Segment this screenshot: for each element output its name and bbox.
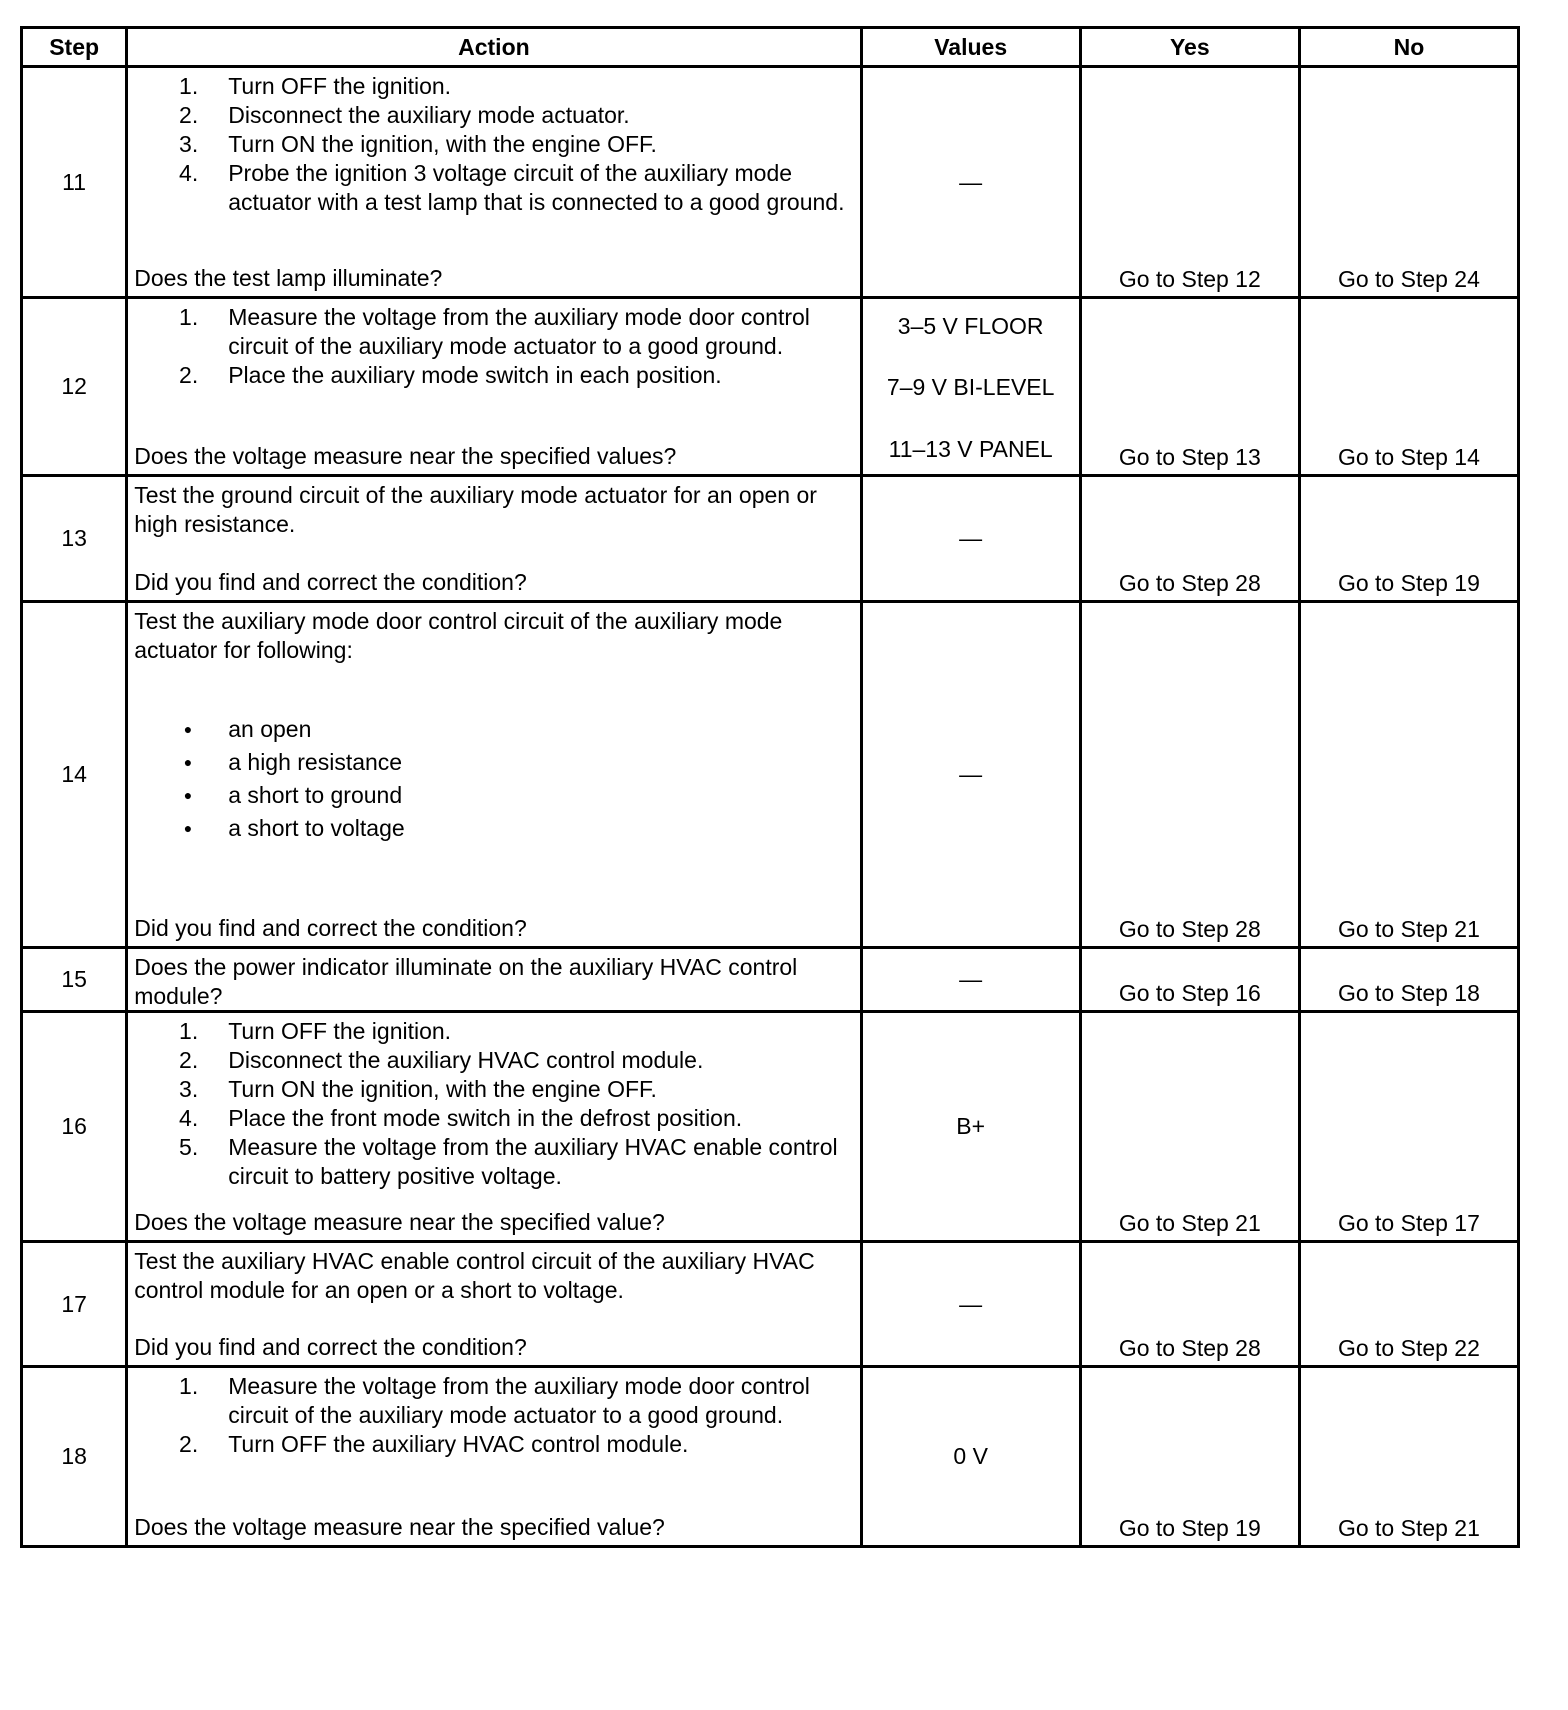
action-step-number: 1.	[179, 304, 199, 330]
action-step-text: Turn OFF the ignition.	[228, 1018, 452, 1044]
action-bullet-list	[134, 713, 853, 845]
action-cell	[127, 67, 861, 298]
action-body	[134, 953, 853, 1011]
action-step-number: 2.	[179, 1431, 199, 1457]
yes-cell: Go to Step 28	[1080, 602, 1299, 948]
action-body	[134, 481, 853, 539]
header-row	[22, 28, 1519, 67]
action-step	[134, 303, 853, 361]
action-text: Test the ground circuit of the auxiliary mode actuator for an open or high resistance.	[134, 482, 817, 537]
table-row	[22, 602, 1519, 948]
action-bullet	[134, 746, 853, 779]
action-steps-list	[134, 303, 853, 390]
action-step-text: Measure the voltage from the auxiliary mode door control circuit of the auxiliary mode actuator to a good ground.	[228, 304, 810, 359]
yes-cell: Go to Step 21	[1080, 1012, 1299, 1242]
action-step	[134, 1046, 853, 1075]
no-cell: Go to Step 21	[1299, 1367, 1518, 1547]
action-step	[134, 361, 853, 390]
action-bullet-text: a short to voltage	[228, 815, 405, 841]
action-step-text: Measure the voltage from the auxiliary HVAC enable control circuit to battery positive voltage.	[228, 1134, 838, 1189]
no-cell: Go to Step 22	[1299, 1242, 1518, 1367]
action-cell	[127, 1367, 861, 1547]
action-body	[134, 607, 853, 845]
action-text: Does the power indicator illuminate on the auxiliary HVAC control module?	[134, 954, 798, 1009]
table-body	[22, 67, 1519, 1547]
action-step-text: Place the auxiliary mode switch in each position.	[228, 362, 722, 388]
action-step-text: Measure the voltage from the auxiliary mode door control circuit of the auxiliary mode actuator to a good ground.	[228, 1373, 810, 1428]
action-step-number: 3.	[179, 131, 199, 157]
table-row	[22, 1242, 1519, 1367]
bullet-icon: ●	[183, 754, 193, 770]
action-question: Does the voltage measure near the specified value?	[134, 1209, 665, 1235]
action-cell	[127, 1242, 861, 1367]
action-step	[134, 1075, 853, 1104]
action-question: Did you find and correct the condition?	[134, 569, 527, 595]
action-step-text: Disconnect the auxiliary mode actuator.	[228, 102, 630, 128]
action-step	[134, 1372, 853, 1430]
action-question: Did you find and correct the condition?	[134, 915, 527, 941]
action-step	[134, 159, 853, 217]
action-step-number: 1.	[179, 1018, 199, 1044]
action-steps-list	[134, 72, 853, 217]
action-step-text: Turn ON the ignition, with the engine OFF.	[228, 131, 657, 157]
action-cell	[127, 948, 861, 1012]
action-step-number: 2.	[179, 102, 199, 128]
step-number: 18	[22, 1367, 127, 1547]
table-row	[22, 1012, 1519, 1242]
table-row	[22, 298, 1519, 476]
values-cell: B+	[861, 1012, 1080, 1242]
action-body	[134, 1017, 853, 1191]
values-cell: —	[861, 476, 1080, 602]
step-number: 11	[22, 67, 127, 298]
value-item: 7–9 V BI-LEVEL	[886, 374, 1055, 400]
bullet-icon: ●	[183, 787, 193, 803]
table-row	[22, 1367, 1519, 1547]
action-text: Test the auxiliary HVAC enable control circuit of the auxiliary HVAC control module for an open or a short to voltage.	[134, 1248, 815, 1303]
value-item: 3–5 V FLOOR	[897, 312, 1044, 339]
action-step-text: Turn OFF the ignition.	[228, 73, 452, 99]
step-number: 12	[22, 298, 127, 476]
no-cell: Go to Step 14	[1299, 298, 1518, 476]
action-bullet-text: a short to ground	[228, 782, 403, 808]
action-content	[134, 1247, 853, 1362]
action-step	[134, 130, 853, 159]
action-cell	[127, 476, 861, 602]
action-step	[134, 1430, 853, 1459]
action-cell	[127, 602, 861, 948]
values-cell: —	[861, 1242, 1080, 1367]
action-body	[134, 1372, 853, 1459]
action-step	[134, 101, 853, 130]
header-yes: Yes	[1080, 28, 1299, 67]
values-list	[863, 301, 1079, 473]
action-content	[134, 481, 853, 597]
no-cell: Go to Step 24	[1299, 67, 1518, 298]
values-cell: —	[861, 67, 1080, 298]
action-step	[134, 1104, 853, 1133]
action-step-number: 4.	[179, 1105, 199, 1131]
yes-cell: Go to Step 13	[1080, 298, 1299, 476]
yes-cell: Go to Step 16	[1080, 948, 1299, 1012]
header-no: No	[1299, 28, 1518, 67]
action-content	[134, 953, 853, 1007]
action-step-text: Place the front mode switch in the defrost position.	[228, 1105, 743, 1131]
action-content	[134, 1372, 853, 1542]
no-cell: Go to Step 19	[1299, 476, 1518, 602]
header-step: Step	[22, 28, 127, 67]
action-content	[134, 72, 853, 293]
action-question: Does the voltage measure near the specified values?	[134, 443, 677, 469]
action-content	[134, 303, 853, 471]
action-bullet-text: an open	[228, 716, 312, 742]
action-step-number: 2.	[179, 362, 199, 388]
values-cell	[861, 298, 1080, 476]
bullet-icon: ●	[183, 721, 193, 737]
action-cell	[127, 1012, 861, 1242]
action-steps-list	[134, 1372, 853, 1459]
action-body	[134, 303, 853, 390]
action-step-number: 5.	[179, 1134, 199, 1160]
values-cell: —	[861, 602, 1080, 948]
action-step	[134, 1017, 853, 1046]
yes-cell: Go to Step 28	[1080, 476, 1299, 602]
action-bullet	[134, 713, 853, 746]
action-step-number: 2.	[179, 1047, 199, 1073]
values-cell: 0 V	[861, 1367, 1080, 1547]
value-item: 11–13 V PANEL	[888, 435, 1053, 462]
action-question: Does the test lamp illuminate?	[134, 265, 443, 291]
no-cell: Go to Step 18	[1299, 948, 1518, 1012]
action-step-number: 3.	[179, 1076, 199, 1102]
yes-cell: Go to Step 12	[1080, 67, 1299, 298]
table-row	[22, 476, 1519, 602]
action-question: Did you find and correct the condition?	[134, 1334, 527, 1360]
action-text: Test the auxiliary mode door control circuit of the auxiliary mode actuator for following:	[134, 608, 783, 663]
action-step-text: Turn OFF the auxiliary HVAC control module.	[228, 1431, 689, 1457]
action-step-text: Probe the ignition 3 voltage circuit of the auxiliary mode actuator with a test lamp that is connected to a good ground.	[228, 160, 845, 215]
step-number: 17	[22, 1242, 127, 1367]
action-step-text: Turn ON the ignition, with the engine OFF.	[228, 1076, 657, 1102]
table-row	[22, 67, 1519, 298]
action-body	[134, 1247, 853, 1305]
action-step-number: 4.	[179, 160, 199, 186]
diagnostic-table	[20, 26, 1520, 1548]
action-question: Does the voltage measure near the specified value?	[134, 1514, 665, 1540]
action-bullet	[134, 779, 853, 812]
action-step-text: Disconnect the auxiliary HVAC control module.	[228, 1047, 704, 1073]
action-step	[134, 1133, 853, 1191]
no-cell: Go to Step 21	[1299, 602, 1518, 948]
header-action: Action	[127, 28, 861, 67]
step-number: 13	[22, 476, 127, 602]
step-number: 15	[22, 948, 127, 1012]
step-number: 16	[22, 1012, 127, 1242]
action-cell	[127, 298, 861, 476]
no-cell: Go to Step 17	[1299, 1012, 1518, 1242]
step-number: 14	[22, 602, 127, 948]
yes-cell: Go to Step 19	[1080, 1367, 1299, 1547]
action-bullet	[134, 812, 853, 845]
bullet-icon: ●	[183, 820, 193, 836]
action-steps-list	[134, 1017, 853, 1191]
action-content	[134, 607, 853, 943]
yes-cell: Go to Step 28	[1080, 1242, 1299, 1367]
action-step-number: 1.	[179, 73, 199, 99]
action-content	[134, 1017, 853, 1237]
action-body	[134, 72, 853, 217]
header-values: Values	[861, 28, 1080, 67]
action-step-number: 1.	[179, 1373, 199, 1399]
values-cell: —	[861, 948, 1080, 1012]
action-step	[134, 72, 853, 101]
table-row	[22, 948, 1519, 1012]
action-bullet-text: a high resistance	[228, 749, 403, 775]
